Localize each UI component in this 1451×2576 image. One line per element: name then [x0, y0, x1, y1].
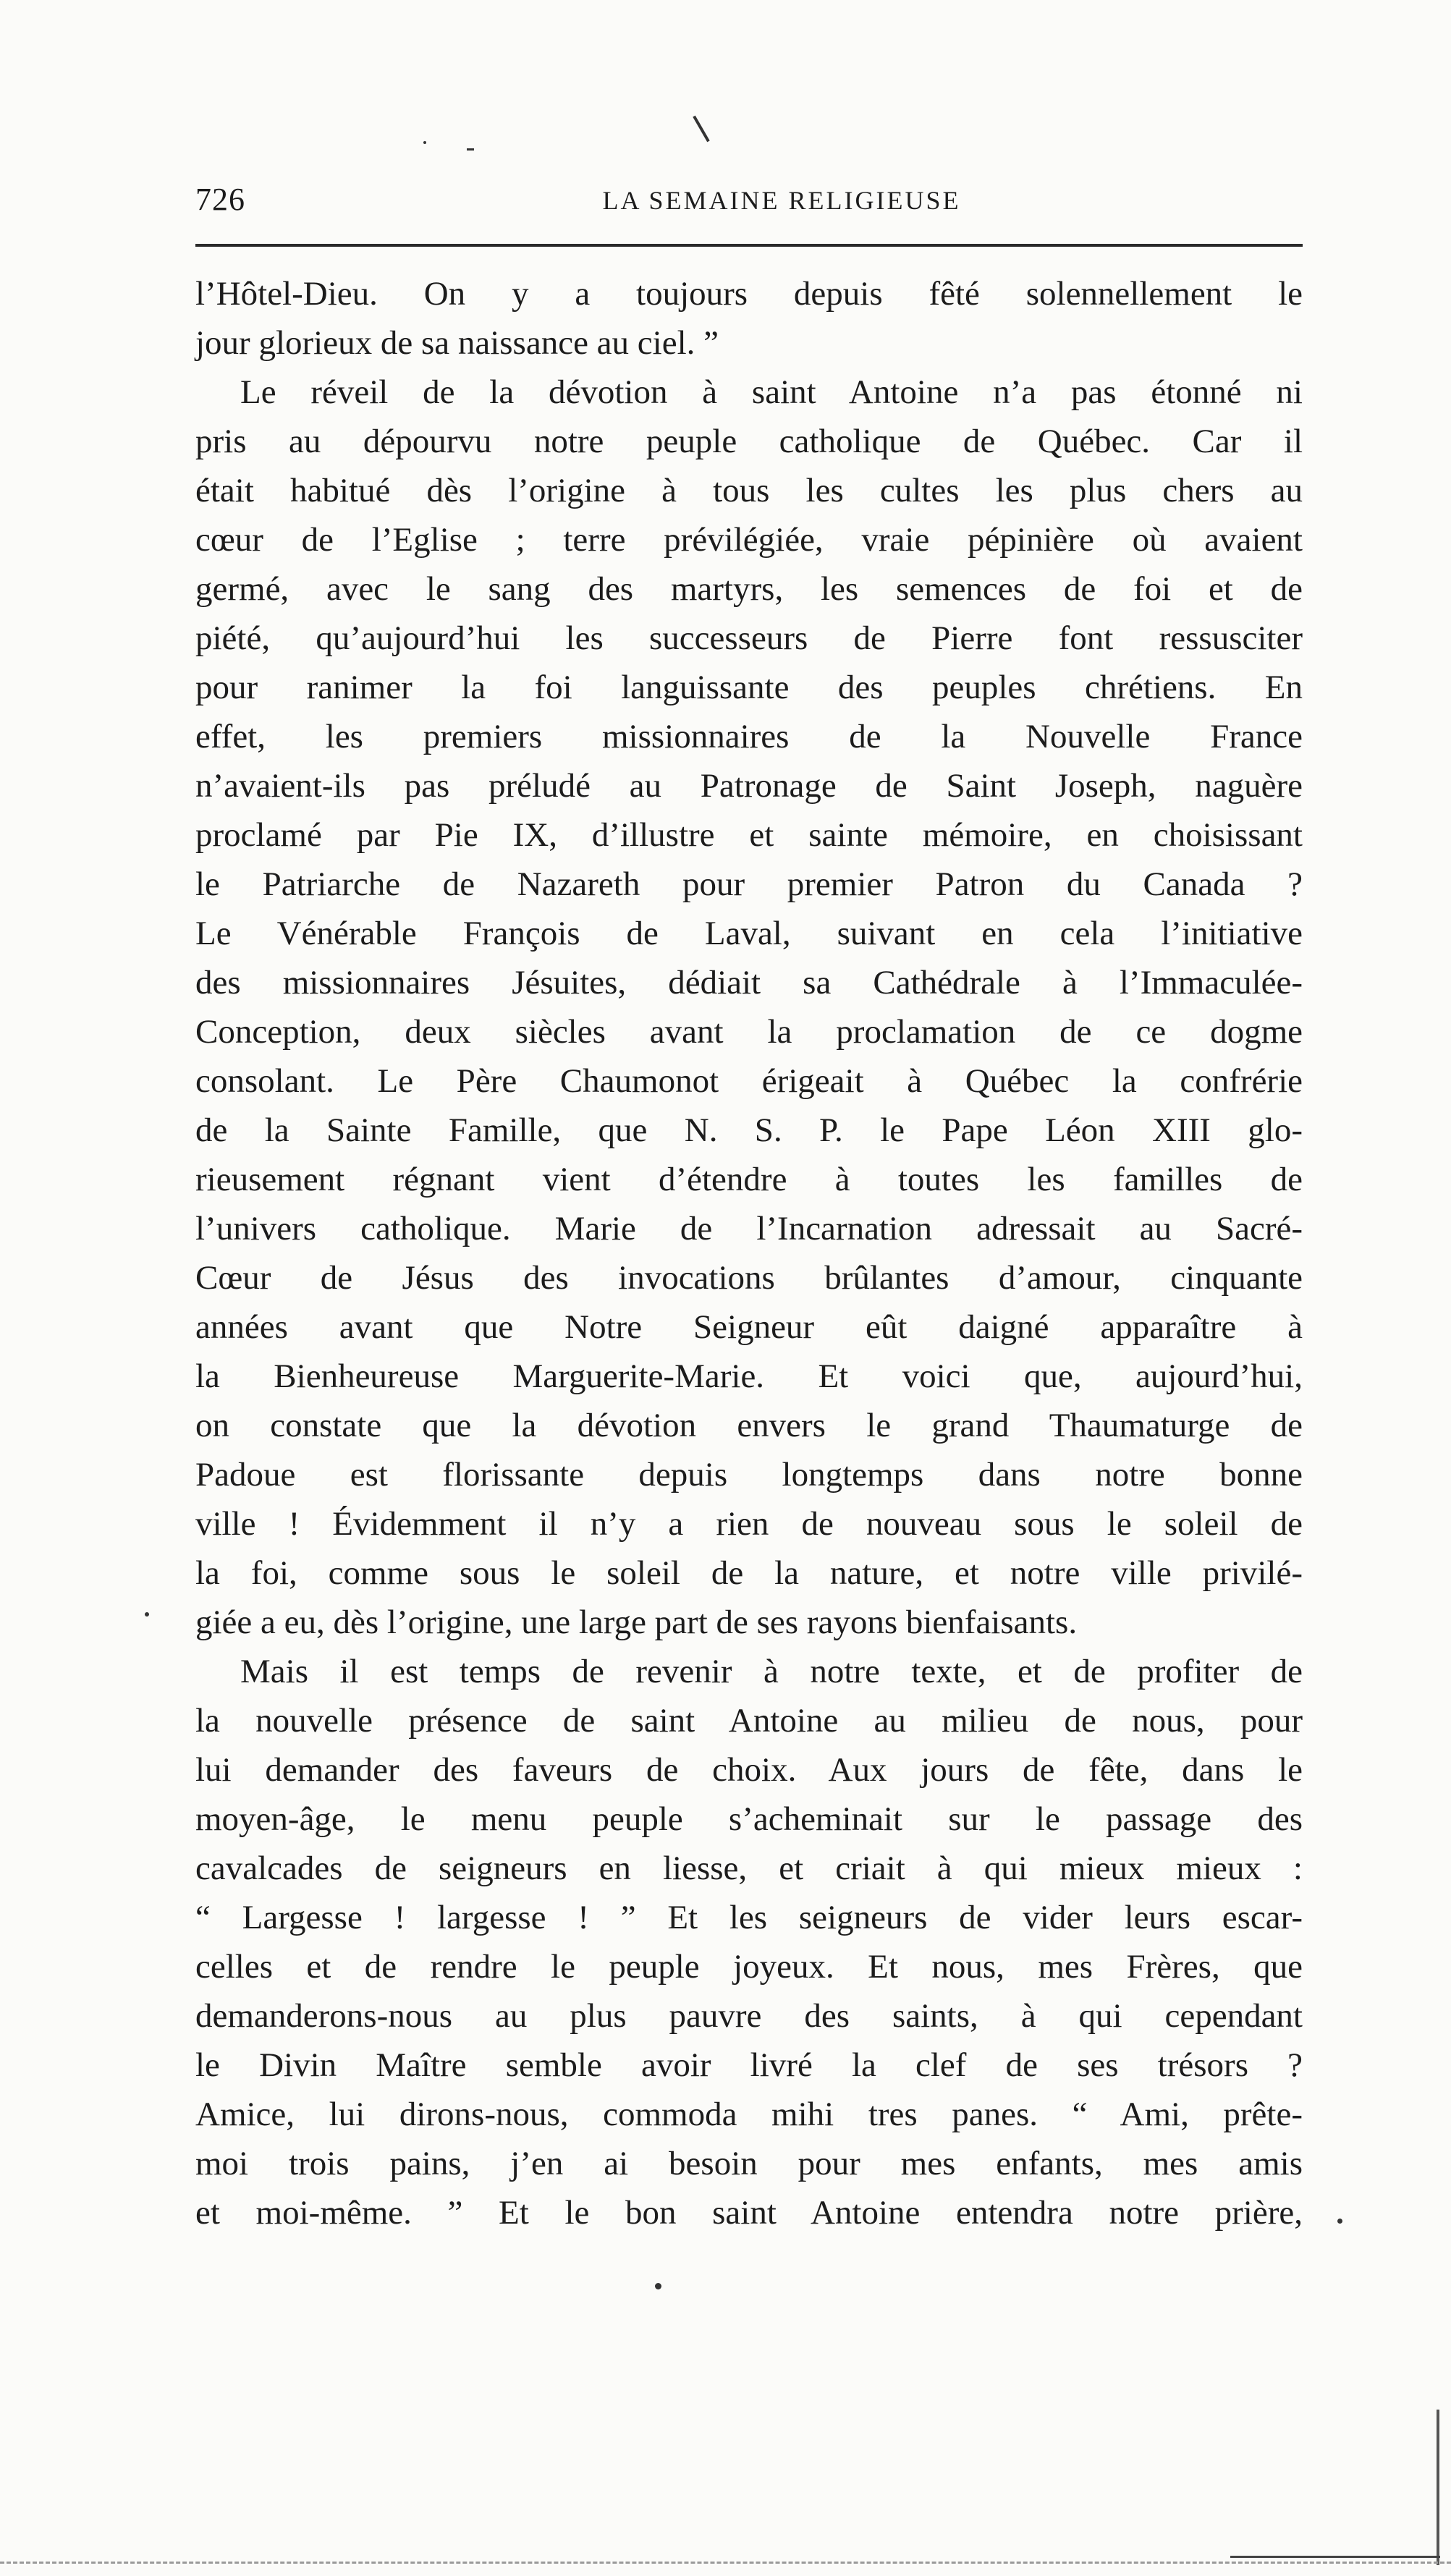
text-line: Mais il est temps de revenir à notre texte, et de profiter de: [240, 1653, 1303, 1690]
text-line: proclamé par Pie IX, d’illustre et sainte mémoire, en choisissant: [195, 816, 1303, 854]
text-line: pour ranimer la foi languissante des peuples chrétiens. En: [195, 669, 1303, 706]
text-line: giée a eu, dès l’origine, une large part de ses rayons bienfaisants.: [195, 1603, 1078, 1641]
stray-ink-mark: [693, 116, 709, 143]
text-line: demanderons-nous au plus pauvre des saints, à qui cependant: [195, 1997, 1303, 2035]
text-line: moi trois pains, j’en ai besoin pour mes enfants, mes amis: [195, 2145, 1303, 2182]
text-line: on constate que la dévotion envers le grand Thaumaturge de: [195, 1407, 1303, 1444]
text-line: Le Vénérable François de Laval, suivant en cela l’initiative: [195, 915, 1303, 952]
body-text: [195, 269, 1303, 2237]
text-line: lui demander des faveurs de choix. Aux jours de fête, dans le: [195, 1751, 1303, 1789]
text-line: jour glorieux de sa naissance au ciel. ”: [195, 324, 719, 362]
text-line: pris au dépourvu notre peuple catholique de Québec. Car il: [195, 423, 1303, 460]
text-line: cœur de l’Eglise ; terre prévilégiée, vraie pépinière où avaient: [195, 521, 1303, 559]
text-line: piété, qu’aujourd’hui les successeurs de Pierre font ressusciter: [195, 619, 1303, 657]
text-line: cavalcades de seigneurs en liesse, et criait à qui mieux mieux :: [195, 1850, 1303, 1887]
text-line: le Divin Maître semble avoir livré la clef de ses trésors ?: [195, 2046, 1303, 2084]
text-line: était habitué dès l’origine à tous les cultes les plus chers au: [195, 472, 1303, 509]
text-line: le Patriarche de Nazareth pour premier Patron du Canada ?: [195, 865, 1303, 903]
text-line: la Bienheureuse Marguerite-Marie. Et voici que, aujourd’hui,: [195, 1357, 1303, 1395]
text-line: celles et de rendre le peuple joyeux. Et nous, mes Frères, que: [195, 1948, 1303, 1986]
text-line: la foi, comme sous le soleil de la nature, et notre ville privilé-: [195, 1554, 1303, 1592]
text-line: années avant que Notre Seigneur eût daigné apparaître à: [195, 1308, 1303, 1346]
header-rule: [195, 244, 1303, 247]
text-line: Le réveil de la dévotion à saint Antoine n’a pas étonné ni: [240, 373, 1303, 411]
text-line: consolant. Le Père Chaumonot érigeait à Québec la confrérie: [195, 1062, 1303, 1100]
text-line: l’univers catholique. Marie de l’Incarnation adressait au Sacré-: [195, 1210, 1303, 1247]
text-line: des missionnaires Jésuites, dédiait sa Cathédrale à l’Immaculée-: [195, 964, 1303, 1001]
text-line: rieusement régnant vient d’étendre à toutes les familles de: [195, 1161, 1303, 1198]
scan-margin-line: [1437, 2410, 1439, 2565]
text-line: de la Sainte Famille, que N. S. P. le Pape Léon XIII glo-: [195, 1111, 1303, 1149]
text-line: l’Hôtel-Dieu. On y a toujours depuis fêté solennellement le: [195, 275, 1303, 313]
text-line: Padoue est florissante depuis longtemps dans notre bonne: [195, 1456, 1303, 1494]
text-line: effet, les premiers missionnaires de la Nouvelle France: [195, 718, 1303, 755]
page-header: [195, 181, 1303, 224]
stray-ink-dot: [1337, 2219, 1342, 2224]
scan-edge-line: [1230, 2556, 1440, 2558]
page-number: 726: [195, 182, 245, 217]
text-line: “ Largesse ! largesse ! ” Et les seigneurs de vider leurs escar-: [195, 1899, 1303, 1936]
stray-ink-dot: [467, 148, 474, 151]
text-line: la nouvelle présence de saint Antoine au milieu de nous, pour: [195, 1702, 1303, 1740]
stray-ink-dot: [145, 1612, 149, 1617]
text-line: moyen-âge, le menu peuple s’acheminait sur le passage des: [195, 1800, 1303, 1838]
text-line: Amice, lui dirons-nous, commoda mihi tres panes. “ Ami, prête-: [195, 2096, 1303, 2133]
text-line: Conception, deux siècles avant la proclamation de ce dogme: [195, 1013, 1303, 1051]
text-line: et moi-même. ” Et le bon saint Antoine entendra notre prière,: [195, 2194, 1303, 2232]
running-title: LA SEMAINE RELIGIEUSE: [602, 186, 961, 215]
stray-ink-dot: [423, 141, 426, 144]
text-line: n’avaient-ils pas préludé au Patronage de Saint Joseph, naguère: [195, 767, 1303, 805]
scan-edge-dashes: [0, 2562, 1451, 2564]
text-line: Cœur de Jésus des invocations brûlantes d’amour, cinquante: [195, 1259, 1303, 1297]
text-line: germé, avec le sang des martyrs, les semences de foi et de: [195, 570, 1303, 608]
text-line: ville ! Évidemment il n’y a rien de nouveau sous le soleil de: [195, 1505, 1303, 1543]
stray-ink-dot: [655, 2283, 661, 2289]
